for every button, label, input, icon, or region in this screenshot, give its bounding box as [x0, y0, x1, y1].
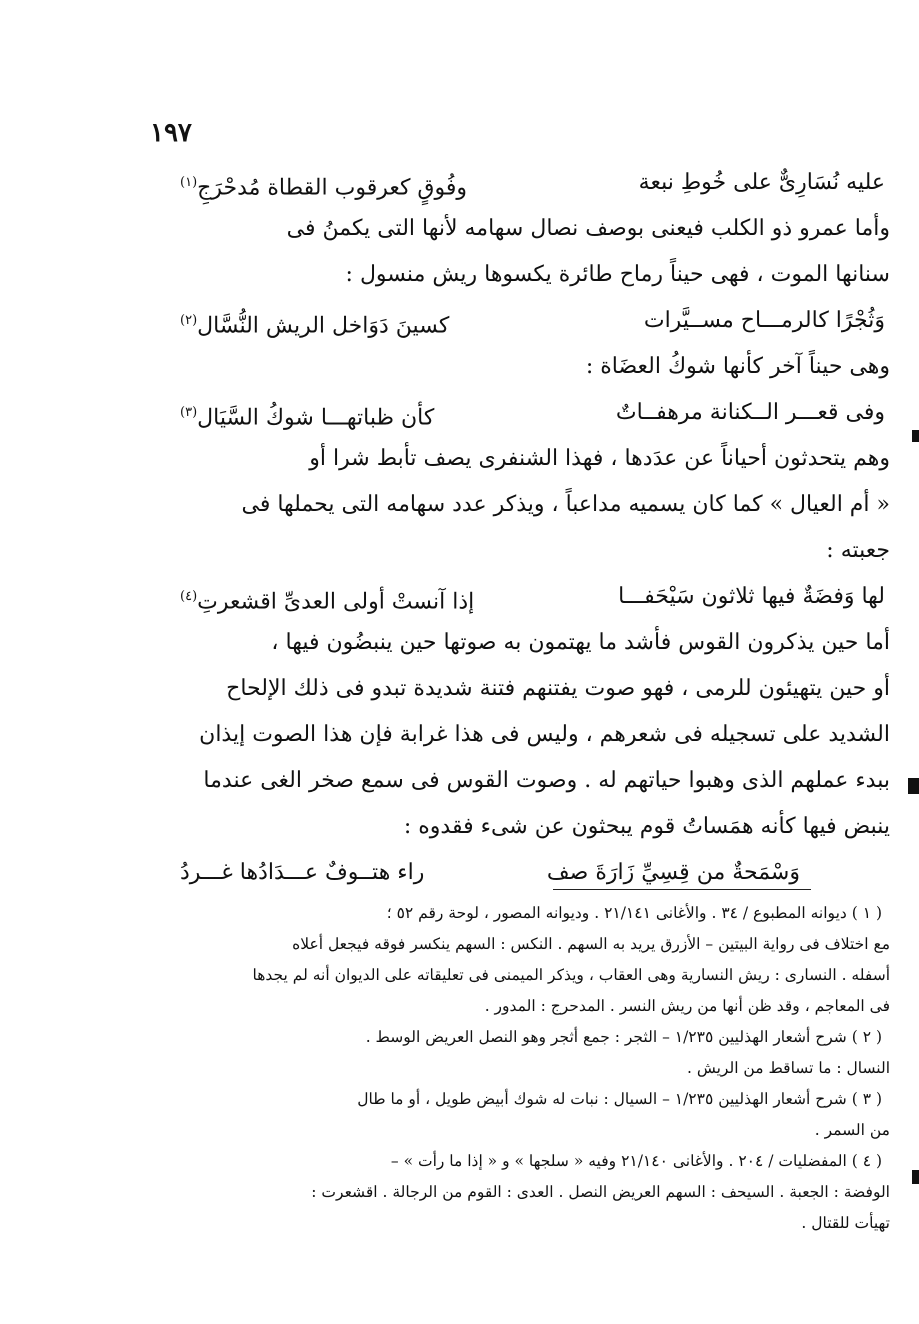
text-line: وهم يتحدثون أحياناً عن عدَدها ، فهذا الشنفرى يصف تأبط شرا أو [309, 446, 890, 471]
verse-line [160, 574, 890, 620]
verse-second-hemistich [180, 574, 474, 620]
verse-second-hemistich [180, 850, 424, 896]
text-line: وهى حيناً آخر كأنها شوكُ العضَاة : [585, 354, 890, 379]
verse-first-hemistich: وَثُجْرًا كالرمـــاح مســيَّرات [643, 308, 885, 333]
footnote-line: فى المعاجم ، وقد ظن أنها من ريش النسر . المدحرج : المدور . [484, 997, 890, 1015]
footnote-line: ( ٣ ) شرح أشعار الهذليين ١/٢٣٥ – السيال : نبات له شوك أبيض طويل ، أو ما طال [357, 1090, 882, 1108]
text-line: سنانها الموت ، فهى حيناً رماح طائرة يكسوها ريش منسول : [345, 262, 890, 287]
verse-second-hemistich-text: كأن ظباتهـــا شوكُ السَّيَال [197, 405, 435, 431]
margin-mark [912, 430, 919, 442]
footnote-ref: (١) [180, 175, 198, 190]
main-text [160, 160, 890, 896]
text-line: جعبته : [826, 538, 890, 563]
footnote-line: ( ١ ) ديوانه المطبوع / ٣٤ . والأغانى ٢١/١٤١ . وديوانه المصور ، لوحة رقم ٥٢ ؛ [386, 904, 882, 922]
footnote-line: أسفله . النسارى : ريش النسارية وهى العقاب ، ويذكر الميمنى فى تعليقاته على الديوان أنه لم يجدها [252, 966, 890, 984]
page-number: ١٩٧ [150, 118, 192, 148]
margin-mark [908, 778, 919, 794]
text-line: أما حين يذكرون القوس فأشد ما يهتمون به صوتها حين ينبضُون فيها ، [271, 630, 890, 655]
footnote-ref: (٣) [180, 405, 198, 420]
footnote-line: الوفضة : الجعبة . السيحف : السهم العريض النصل . العدى : القوم من الرجالة . اقشعرت : [311, 1183, 890, 1201]
verse-line [160, 390, 890, 436]
verse-second-hemistich [180, 298, 449, 344]
footnote-line: مع اختلاف فى رواية البيتين – الأزرق يريد به السهم . النكس : السهم ينكسر فوقه فيجعل أعلاه [292, 935, 890, 953]
footnotes [160, 898, 890, 1239]
footnote-line: تهيأت للقتال . [801, 1214, 890, 1232]
verse-first-hemistich: عليه نُسَارِىٌّ على خُوطِ نبعة [638, 170, 885, 195]
text-line: ببدء عملهم الذى وهبوا حياتهم له . وصوت القوس فى سمع صخر الغى عندما [203, 768, 890, 793]
text-line: وأما عمرو ذو الكلب فيعنى بوصف نصال سهامه لأنها التى يكمنُ فى [286, 216, 890, 241]
text-line: « أم العيال » كما كان يسميه مداعباً ، ويذكر عدد سهامه التى يحملها فى [241, 492, 890, 517]
footnote-ref: (٢) [180, 313, 198, 328]
verse-first-hemistich: لها وَفضَةٌ فيها ثلاثون سَيْحَفـــا [618, 584, 885, 609]
footnote-line: ( ٤ ) المفضليات / ٢٠٤ . والأغانى ٢١/١٤٠ وفيه « سلجها » و « إذا ما رأت » – [390, 1152, 882, 1170]
footnote-line: من السمر . [814, 1121, 890, 1139]
verse-second-hemistich-text: كسينَ دَوَاخل الريش النُّسَّال [197, 313, 450, 339]
text-line: أو حين يتهيئون للرمى ، فهو صوت يفتنهم فتنة شديدة تبدو فى ذلك الإلحاح [226, 676, 890, 701]
verse-second-hemistich [180, 390, 434, 436]
margin-mark [912, 1170, 919, 1184]
text-line: الشديد على تسجيله فى شعرهم ، وليس فى هذا غرابة فإن هذا الصوت إيذان [199, 722, 890, 747]
footnote-separator [553, 889, 811, 890]
verse-second-hemistich [180, 160, 467, 206]
footnote-line: ( ٢ ) شرح أشعار الهذليين ١/٢٣٥ – الثجر : جمع أثجر وهو النصل العريض الوسط . [365, 1028, 882, 1046]
verse-second-hemistich-text: راء هتــوفٌ عـــدَادُها غـــردُ [180, 860, 425, 885]
verse-line [160, 298, 890, 344]
verse-second-hemistich-text: إذا آنستْ أولى العدىِّ اقشعرتِ [197, 589, 475, 615]
verse-line [160, 160, 890, 206]
footnote-ref: (٤) [180, 589, 198, 604]
verse-first-hemistich: وفى قعـــر الــكنانة مرهفــاتٌ [615, 400, 885, 425]
verse-first-hemistich: وَسْمَحةٌ من قِسِيِّ زَارَةَ صف [546, 860, 800, 885]
footnote-line: النسال : ما تساقط من الريش . [687, 1059, 890, 1077]
text-line: ينبض فيها كأنه همَساتُ قوم يبحثون عن شىء فقدوه : [403, 814, 890, 839]
verse-second-hemistich-text: وفُوقٍ كعرقوب القطاة مُدحْرَجِ [197, 175, 468, 201]
